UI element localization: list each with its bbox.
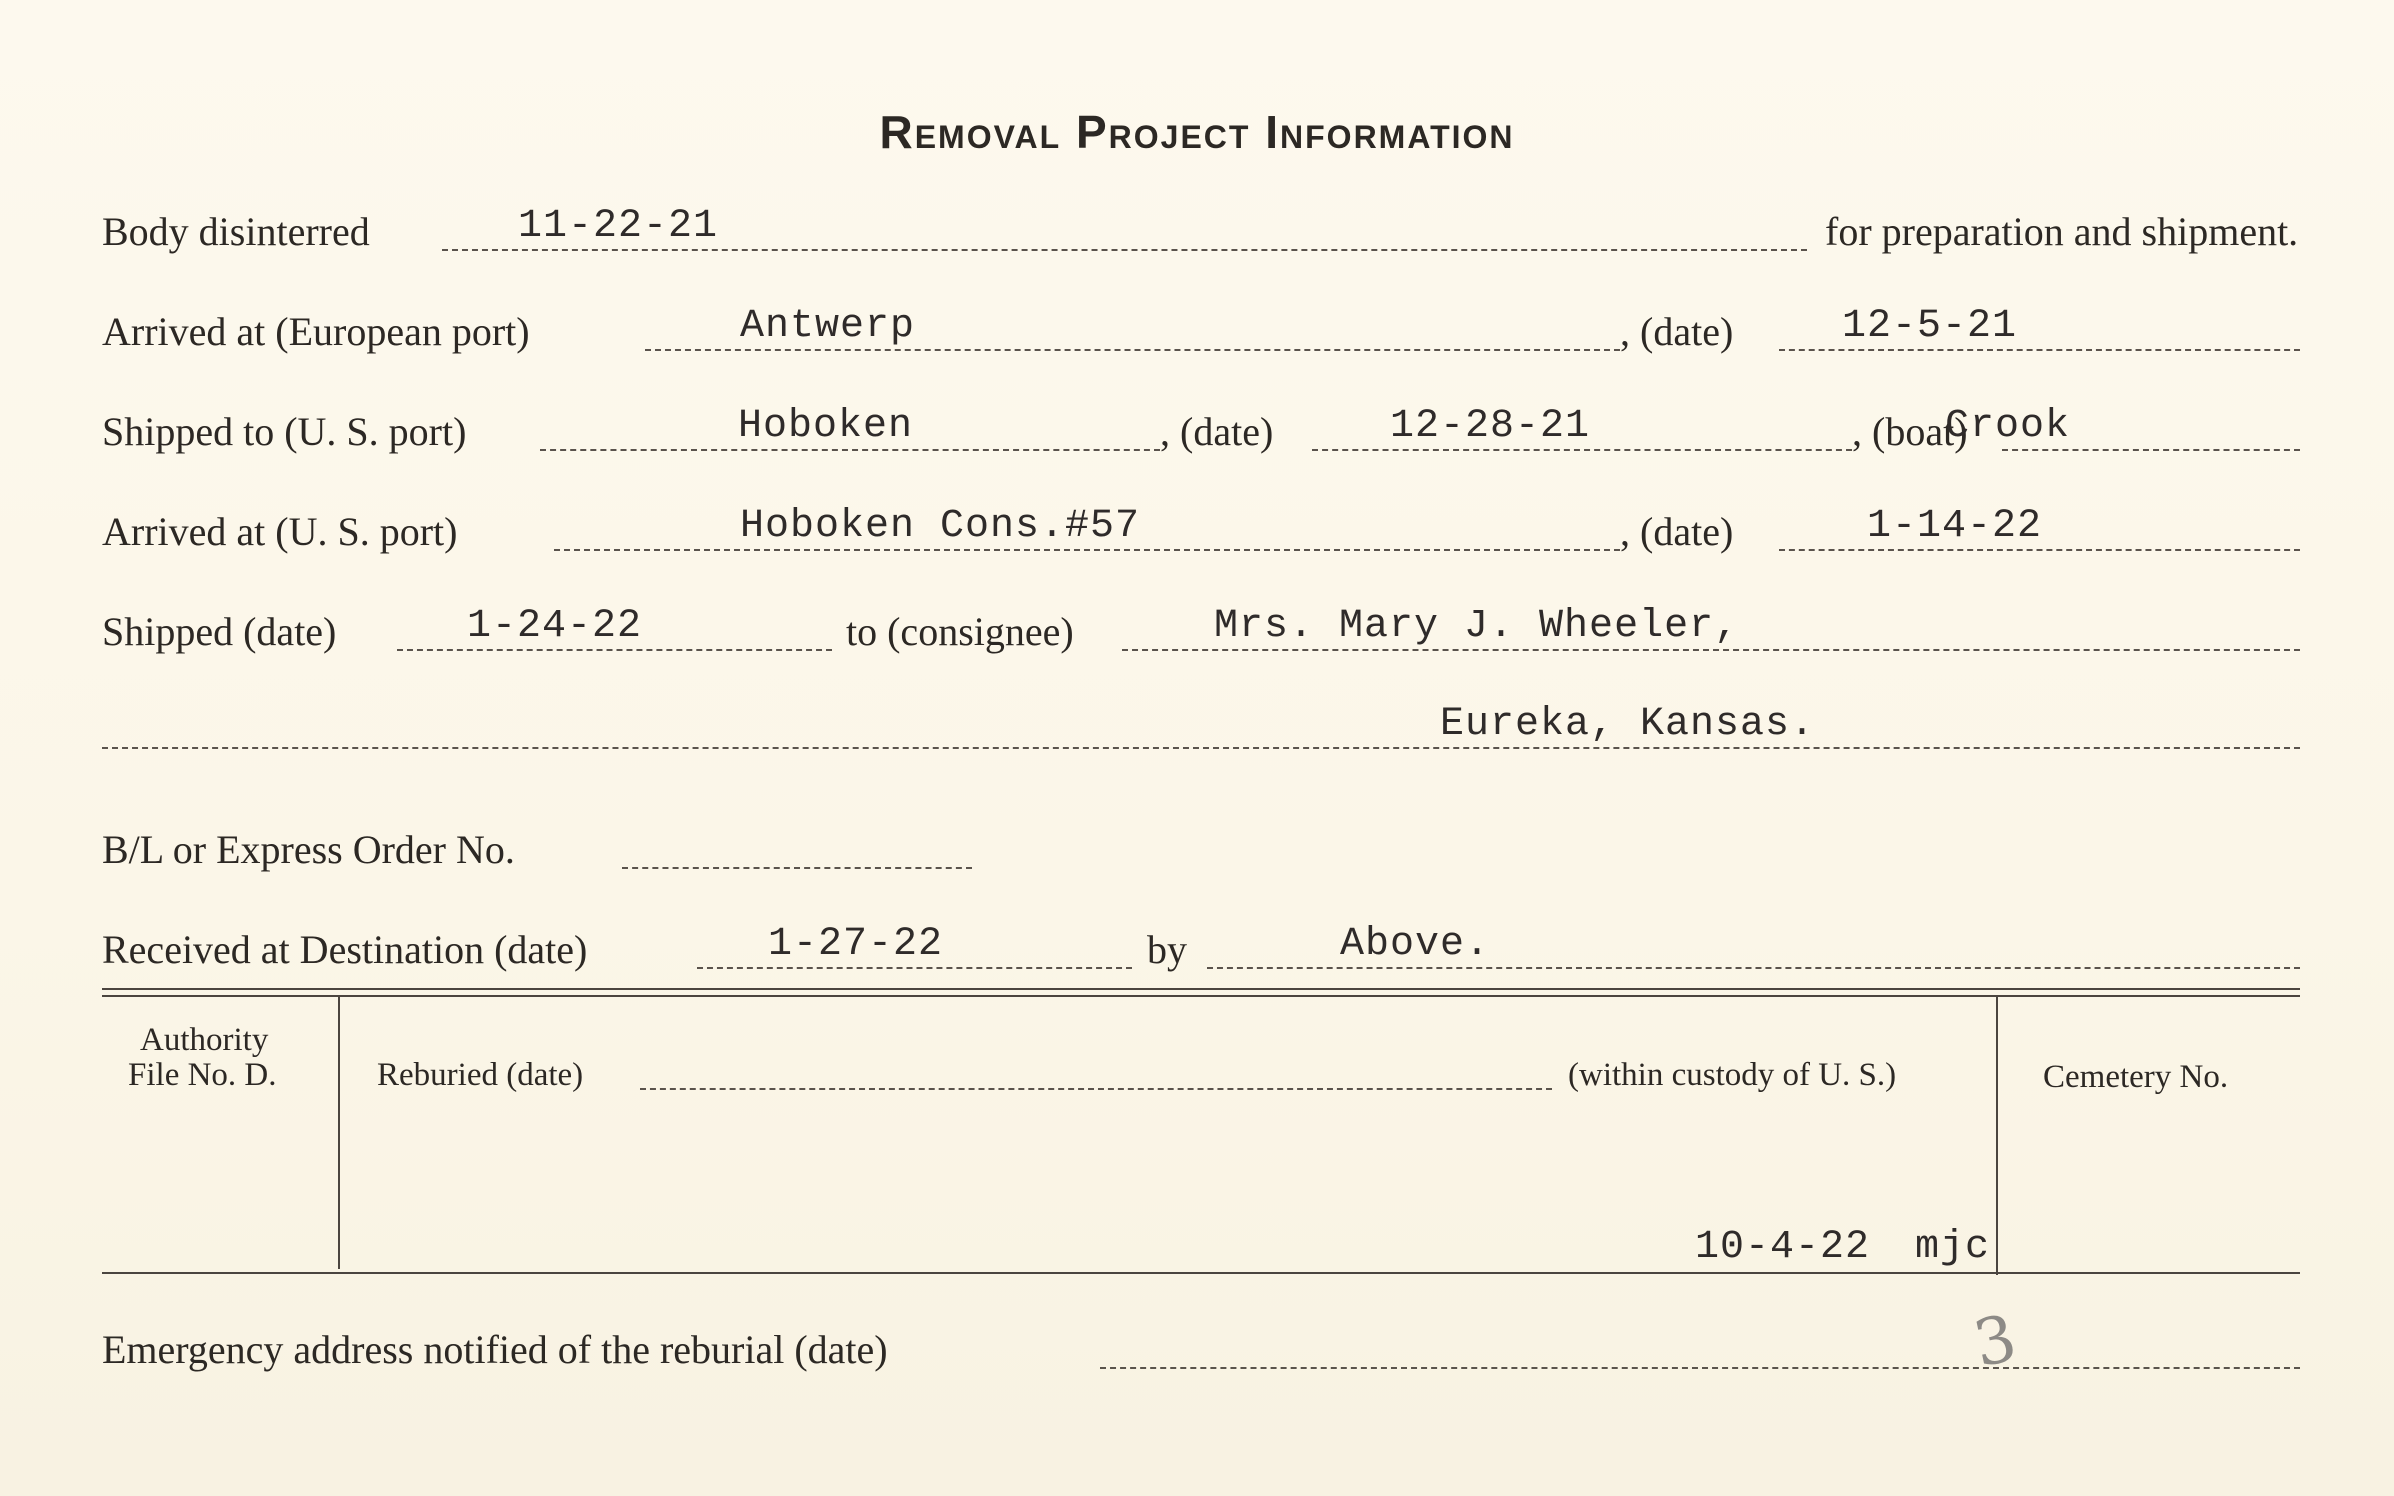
label-bl-express: B/L or Express Order No. <box>102 827 515 872</box>
label-boat: , (boat) <box>1852 409 1968 454</box>
label-arrived-european: Arrived at (European port) <box>102 309 530 354</box>
row-bl-express <box>102 823 2300 883</box>
field-line-received-by <box>1207 967 2300 969</box>
value-european-date: 12-5-21 <box>1842 304 2018 349</box>
field-line-shipped-us <box>540 449 1160 451</box>
label-european-date: , (date) <box>1620 309 1734 354</box>
value-us-port-shipped: Hoboken <box>738 404 914 449</box>
value-shipped-date: 1-24-22 <box>467 604 643 649</box>
field-line-consignee <box>1122 649 2300 651</box>
value-us-port-arrived-date: 1-14-22 <box>1867 504 2043 549</box>
label-to-consignee: to (consignee) <box>846 609 1074 654</box>
label-authority: Authority <box>140 1022 269 1058</box>
value-stamp-initials: mjc <box>1915 1225 1991 1270</box>
label-shipped-date: , (date) <box>1160 409 1274 454</box>
value-received-by: Above. <box>1340 922 1491 967</box>
value-consignee-address: Eureka, Kansas. <box>1440 702 1816 747</box>
value-boat: Crook <box>1945 404 2071 449</box>
field-line-european-date <box>1779 349 2300 351</box>
pencil-mark: 3 <box>1967 1301 2023 1383</box>
field-line-bl-express <box>622 867 972 869</box>
field-line-arrived-us-date <box>1779 549 2300 551</box>
field-line-boat <box>2002 449 2300 451</box>
divider-top-1 <box>102 988 2300 990</box>
field-line-shipped-date <box>397 649 832 651</box>
divider-vertical-left <box>338 997 340 1269</box>
row-shipped-consignee <box>102 605 2300 665</box>
row-consignee-address <box>102 703 2300 763</box>
row-emergency <box>102 1323 2300 1383</box>
divider-vertical-right <box>1996 997 1998 1275</box>
label-file-no: File No. D. <box>128 1057 277 1093</box>
label-received-dest: Received at Destination (date) <box>102 927 588 972</box>
label-cemetery-no: Cemetery No. <box>2043 1059 2229 1095</box>
field-line-shipped-us-date <box>1312 449 1852 451</box>
value-body-disinterred: 11-22-21 <box>518 204 719 249</box>
label-received-by: by <box>1147 927 1187 972</box>
divider-top-2 <box>102 995 2300 997</box>
field-line-european-port <box>645 349 1620 351</box>
label-arrived-us: Arrived at (U. S. port) <box>102 509 458 554</box>
row-shipped-us <box>102 405 2300 465</box>
value-received-date: 1-27-22 <box>768 922 944 967</box>
value-us-port-arrived: Hoboken Cons.#57 <box>740 504 1141 549</box>
label-body-disinterred: Body disinterred <box>102 209 370 254</box>
label-shipped-us: Shipped to (U. S. port) <box>102 409 467 454</box>
label-reburied: Reburied (date) <box>377 1057 584 1093</box>
field-line-emergency <box>1100 1367 2300 1369</box>
card-title: Removal Project Information <box>879 106 1515 158</box>
row-arrived-us <box>102 505 2300 565</box>
label-within-custody: (within custody of U. S.) <box>1568 1057 1897 1093</box>
row-body-disinterred <box>102 205 2300 265</box>
value-stamp-date: 10-4-22 <box>1695 1225 1871 1270</box>
label-arrived-us-date: , (date) <box>1620 509 1734 554</box>
label-for-preparation: for preparation and shipment. <box>1825 209 2299 254</box>
value-european-port: Antwerp <box>740 304 916 349</box>
field-line-body-disinterred <box>442 249 1807 251</box>
field-line-received-date <box>697 967 1132 969</box>
label-emergency: Emergency address notified of the reburial (date) <box>102 1327 888 1372</box>
field-line-consignee-address <box>102 747 2300 749</box>
field-line-arrived-us <box>554 549 1620 551</box>
row-arrived-european <box>102 305 2300 365</box>
value-us-port-shipped-date: 12-28-21 <box>1390 404 1591 449</box>
field-line-reburied <box>640 1088 1552 1090</box>
value-consignee-name: Mrs. Mary J. Wheeler, <box>1214 604 1740 649</box>
label-shipped-date-2: Shipped (date) <box>102 609 337 654</box>
divider-bottom <box>102 1272 2300 1274</box>
row-received-destination <box>102 923 2300 983</box>
